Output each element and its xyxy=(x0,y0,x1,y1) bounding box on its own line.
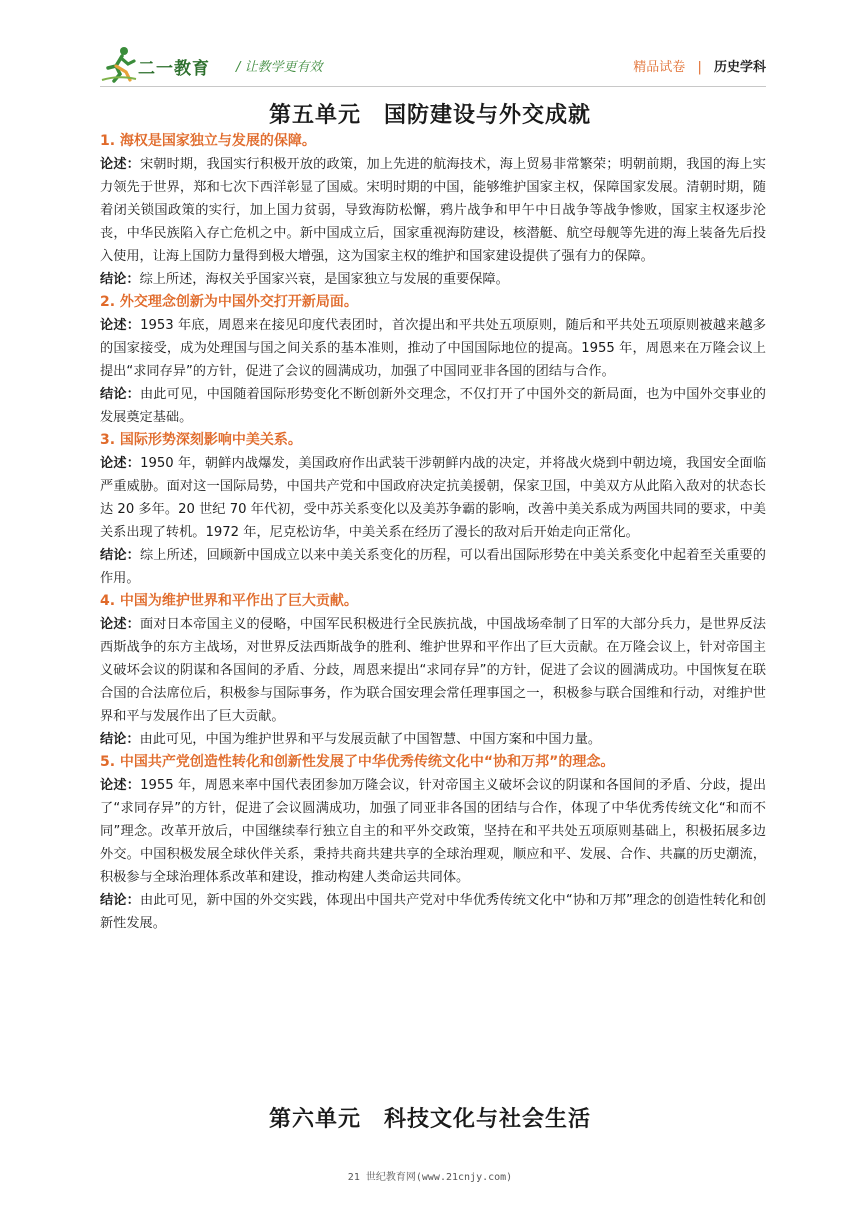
conclusion-label: 结论： xyxy=(100,272,140,287)
argument-label: 论述： xyxy=(100,157,140,172)
section-4 xyxy=(100,590,766,751)
argument-label: 论述： xyxy=(100,778,141,793)
main-content xyxy=(100,130,766,935)
slogan: / 让教学更有效 xyxy=(236,60,323,75)
argument-paragraph xyxy=(100,613,766,728)
conclusion-paragraph xyxy=(100,889,766,935)
unit6-title: 第六单元 科技文化与社会生活 xyxy=(268,1107,591,1132)
unit5-title: 第五单元 国防建设与外交成就 xyxy=(268,103,591,128)
running-figure-icon xyxy=(100,44,140,84)
argument-label: 论述： xyxy=(100,617,140,632)
logo xyxy=(100,44,224,84)
tag-premium-paper: 精品试卷 xyxy=(633,60,686,75)
argument-paragraph xyxy=(100,452,766,544)
conclusion-text: 由此可见，中国为维护世界和平与发展贡献了中国智慧、中国方案和中国力量。 xyxy=(139,732,602,747)
section-1 xyxy=(100,130,766,291)
conclusion-label: 结论： xyxy=(100,387,140,402)
argument-label: 论述： xyxy=(100,456,141,471)
argument-text: 1953 年底，周恩来在接见印度代表团时，首次提出和平共处五项原则，随后和平共处五项原则被越来越多的国家接受，成为处理国与国之间关系的基本准则，推动了中国国际地位的提高。1955 年，周恩来在万隆会议上提出“求同存异”的方针，促进了会议的圆满成功，加强了中国同亚非各国的团结与合作。 xyxy=(100,318,767,379)
argument-paragraph xyxy=(100,774,766,889)
section-heading: 4. 中国为维护世界和平作出了巨大贡献。 xyxy=(100,593,358,609)
section-heading: 5. 中国共产党创造性转化和创新性发展了中华优秀传统文化中“协和万邦”的理念。 xyxy=(100,754,615,770)
page-header xyxy=(100,44,766,84)
argument-text: 面对日本帝国主义的侵略，中国军民积极进行全民族抗战，中国战场牵制了日军的大部分兵力，是世界反法西斯战争的东方主战场，对世界反法西斯战争的胜利、维护世界和平作出了巨大贡献。在万隆会议上，针对帝国主义破坏会议的阴谋和各国间的矛盾、分歧，周恩来提出“求同存异”的方针，促进了会议的圆满成功。中国恢复在联合国的合法席位后，积极参与国际事务，作为联合国安理会常任理事国之一，积极参与联合国维和行动，对维护世界和平与发展作出了巨大贡献。 xyxy=(100,617,766,724)
section-2 xyxy=(100,291,766,429)
tag-divider: | xyxy=(697,60,702,75)
tag-subject: 历史学科 xyxy=(713,60,766,75)
argument-paragraph xyxy=(100,153,766,268)
section-5 xyxy=(100,751,766,935)
section-heading: 1. 海权是国家独立与发展的保障。 xyxy=(100,133,316,149)
conclusion-paragraph xyxy=(100,544,766,590)
page-footer: 21 世纪教育网(www.21cnjy.com) xyxy=(347,1172,513,1183)
conclusion-label: 结论： xyxy=(100,548,140,563)
section-heading: 2. 外交理念创新为中国外交打开新局面。 xyxy=(100,294,358,310)
argument-label: 论述： xyxy=(100,318,141,333)
header-tags xyxy=(633,56,766,75)
conclusion-label: 结论： xyxy=(100,893,140,908)
conclusion-text: 由此可见，新中国的外交实践，体现出中国共产党对中华优秀传统文化中“协和万邦”理念的创造性转化和创新性发展。 xyxy=(100,893,766,931)
section-heading: 3. 国际形势深刻影响中美关系。 xyxy=(100,432,302,448)
argument-text: 1955 年，周恩来率中国代表团参加万隆会议，针对帝国主义破坏会议的阴谋和各国间的矛盾、分歧，提出了“求同存异”的方针，促进了会议圆满成功，加强了同亚非各国的团结与合作，体现了中华优秀传统文化“和而不同”理念。改革开放后，中国继续奉行独立自主的和平外交政策，坚持在和平共处五项原则基础上，积极拓展多边外交。中国积极发展全球伙伴关系，秉持共商共建共享的全球治理观，顺应和平、发展、合作、共赢的历史潮流，积极参与全球治理体系改革和建设，推动构建人类命运共同体。 xyxy=(100,778,767,885)
conclusion-label: 结论： xyxy=(100,732,140,747)
conclusion-paragraph xyxy=(100,728,766,751)
header-divider xyxy=(100,86,766,87)
argument-text: 宋朝时期，我国实行积极开放的政策，加上先进的航海技术，海上贸易非常繁荣；明朝前期，我国的海上实力领先于世界，郑和七次下西洋彰显了国威。宋明时期的中国，能够维护国家主权，保障国家发展。清朝时期，随着闭关锁国政策的实行，加上国力贫弱，导致海防松懈，鸦片战争和甲午中日战争等战争惨败，国家主权逐步沦丧，中华民族陷入存亡危机之中。新中国成立后，国家重视海防建设，核潜艇、航空母舰等先进的海上装备先后投入使用，让海上国防力量得到极大增强，这为国家主权的维护和国家建设提供了强有力的保障。 xyxy=(100,157,766,264)
conclusion-paragraph xyxy=(100,268,766,291)
argument-paragraph xyxy=(100,314,766,383)
conclusion-text: 由此可见，中国随着国际形势变化不断创新外交理念，不仅打开了中国外交的新局面，也为中国外交事业的发展奠定基础。 xyxy=(100,387,766,425)
argument-text: 1950 年，朝鲜内战爆发，美国政府作出武装干涉朝鲜内战的决定，并将战火烧到中朝边境，我国安全面临严重威胁。面对这一国际局势，中国共产党和中国政府决定抗美援朝，保家卫国，中美双方从此陷入敌对的状态长达 20 多年。20 世纪 70 年代初，受中苏关系变化以及美苏争霸的影响，改善中美关系成为两国共同的要求，中美关系出现了转机。1972 年，尼克松访华，中美关系在经历了漫长的敌对后开始走向正常化。 xyxy=(100,456,767,540)
conclusion-paragraph xyxy=(100,383,766,429)
section-3 xyxy=(100,429,766,590)
logo-text: 二一教育 xyxy=(138,59,210,79)
conclusion-text: 综上所述，回顾新中国成立以来中美关系变化的历程，可以看出国际形势在中美关系变化中起着至关重要的作用。 xyxy=(100,548,766,586)
conclusion-text: 综上所述，海权关乎国家兴衰，是国家独立与发展的重要保障。 xyxy=(139,272,509,287)
